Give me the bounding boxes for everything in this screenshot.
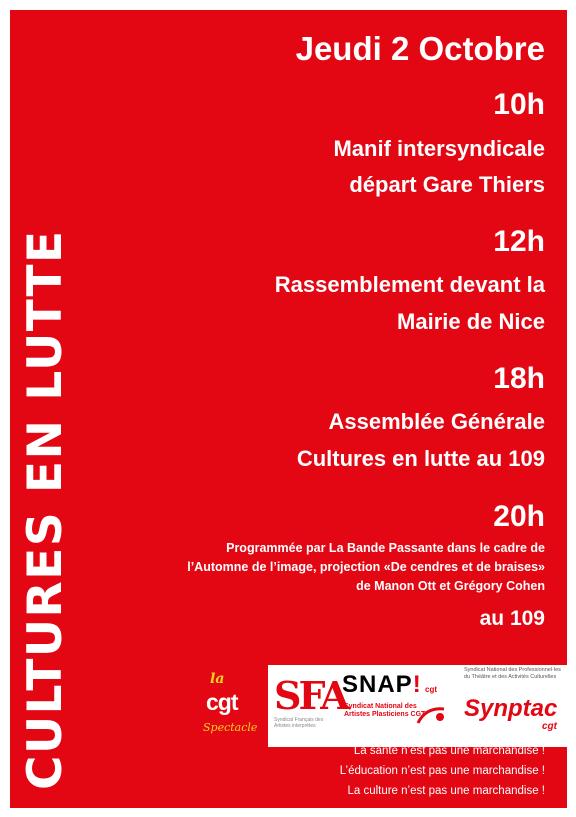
synptac-logo: Synptac — [464, 695, 558, 722]
event-12h-line-2: Mairie de Nice — [397, 309, 545, 334]
union-logos — [196, 665, 567, 747]
cgt-spectacle-logo — [196, 665, 264, 747]
time-18h: 18h — [493, 362, 545, 395]
time-12h: 12h — [493, 225, 545, 258]
slogan-education: L’éducation n’est pas une marchandise ! — [339, 765, 545, 777]
event-10h-line-1: Manif intersyndicale — [333, 136, 545, 161]
snap-logo: SNAP! — [342, 671, 422, 698]
event-20h-line-3: de Manon Ott et Grégory Cohen — [356, 579, 545, 593]
sfa-subtitle: Syndicat Français des Artistes interprètes — [274, 717, 324, 729]
vertical-title: CULTURES EN LUTTE — [18, 229, 73, 790]
event-18h-line-1: Assemblée Générale — [328, 409, 545, 434]
event-18h-line-2: Cultures en lutte au 109 — [296, 446, 545, 471]
synptac-subtitle: Syndicat National des Professionnel·les du Théâtre et des Activités Culturelles — [464, 667, 561, 680]
slogan-culture: La culture n’est pas une marchandise ! — [347, 785, 545, 797]
snap-swoosh-icon — [416, 705, 446, 725]
snap-subtitle: Syndicat National des Artistes Plasticiens CGT — [344, 703, 426, 718]
red-panel — [10, 10, 567, 808]
synptac-cgt-text: cgt — [542, 721, 557, 732]
sfa-logo: SFA — [274, 673, 347, 718]
event-date: Jeudi 2 Octobre — [295, 30, 545, 67]
partner-logos-strip — [268, 665, 567, 747]
cgt-spectacle-text: Spectacle — [203, 721, 258, 734]
time-20h: 20h — [493, 500, 545, 533]
cgt-la-text: la — [210, 671, 225, 687]
cgt-text: cgt — [206, 689, 238, 715]
event-12h-line-1: Rassemblement devant la — [274, 272, 545, 297]
event-10h-line-2: départ Gare Thiers — [349, 172, 545, 197]
snap-cgt-text: cgt — [425, 685, 437, 694]
event-20h-line-1: Programmée par La Bande Passante dans le cadre de — [226, 541, 545, 555]
event-20h-place: au 109 — [479, 607, 545, 630]
event-20h-line-2: l’Automne de l’image, projection «De cendres et de braises» — [187, 560, 545, 574]
slogan-sante: La santé n’est pas une marchandise ! — [353, 745, 545, 757]
time-10h: 10h — [493, 88, 545, 121]
